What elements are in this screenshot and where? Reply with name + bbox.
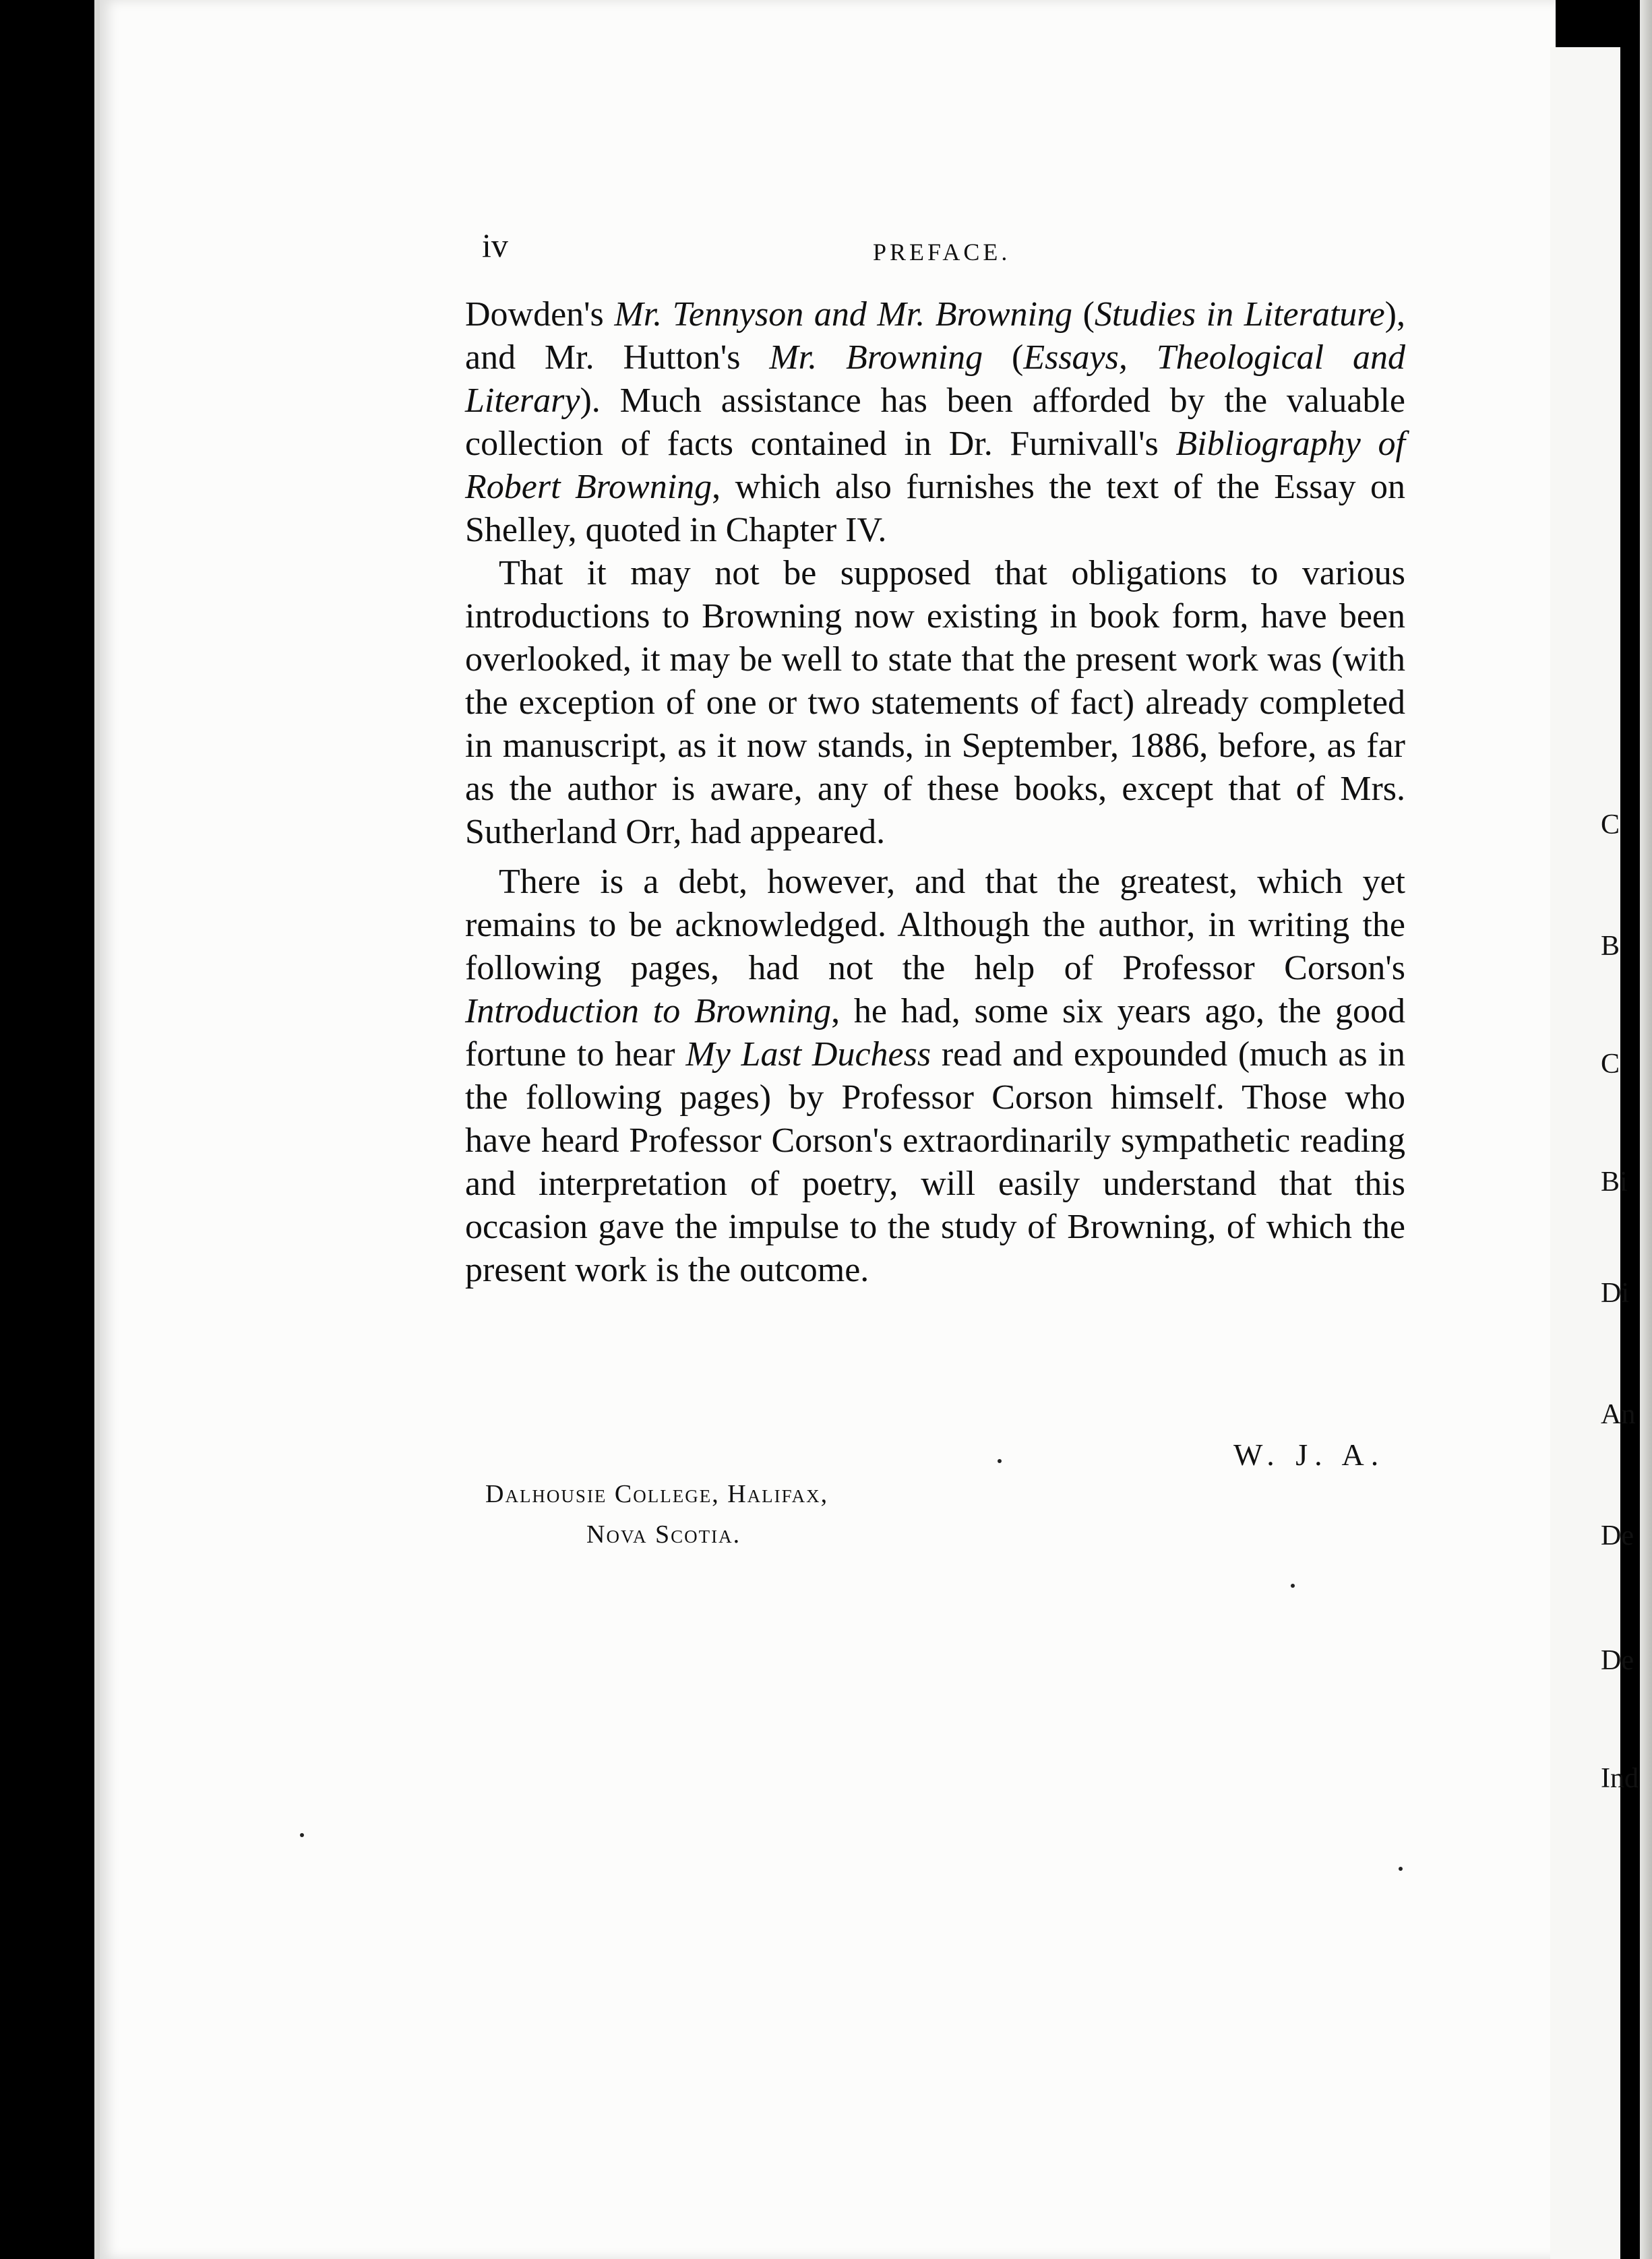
- italic-title-run: Bibliography of Robert Browning: [465, 425, 1405, 506]
- place-line-college: Dalhousie College, Halifax,: [485, 1480, 829, 1508]
- scan-speck: [300, 1833, 304, 1837]
- paragraph-3: [465, 861, 1405, 1292]
- scan-speck: [998, 1459, 1002, 1463]
- italic-title-run: Introduction to Browning: [465, 992, 832, 1030]
- page-number: iv: [482, 226, 508, 264]
- facing-edge-letter: An: [1601, 1399, 1636, 1430]
- facing-edge-letter: Ind: [1601, 1763, 1639, 1794]
- scan-speck: [1291, 1584, 1295, 1588]
- text-run: (: [983, 338, 1024, 377]
- facing-edge-letter: Di: [1601, 1278, 1629, 1309]
- text-run: ). Much assistance has been afforded by the valuable collection of facts contained in Dr. Furnivall's: [465, 381, 1405, 463]
- facing-edge-letter: Bi: [1601, 1167, 1628, 1198]
- text-run: read and expounded (much as in the following pages) by Professor Corson himself. Those who have heard Professor Corson's extraordinarily sympathetic reading and interpretation of poetry, will easily understand that this occasion gave the impulse to the study of Browning, of which the present work is the outcome.: [465, 1035, 1405, 1289]
- facing-edge-letter: C: [1601, 809, 1620, 840]
- facing-page-edge: [1550, 47, 1620, 2259]
- running-title: PREFACE.: [873, 239, 1011, 266]
- italic-title-run: My Last Duchess: [685, 1035, 931, 1074]
- place-line-province: Nova Scotia.: [586, 1520, 741, 1549]
- facing-edge-letter: C: [1601, 1049, 1620, 1080]
- preface-body: [465, 293, 1405, 1292]
- paragraph-1: [465, 293, 1405, 552]
- text-run: (: [1072, 295, 1095, 334]
- text-run: , which also furnishes the text of the Essay on Shelley, quoted in Chapter IV.: [465, 468, 1406, 549]
- paragraph-2: [465, 552, 1405, 854]
- scan-speck: [1399, 1867, 1403, 1871]
- facing-edge-letter: De: [1601, 1645, 1634, 1676]
- running-head: [482, 226, 1054, 273]
- text-run: Dowden's: [465, 295, 615, 334]
- text-run: , he had, some six years ago, the good fortune to hear: [465, 992, 1405, 1074]
- page-gutter-shadow: [1640, 0, 1652, 2259]
- facing-edge-letter: B: [1601, 931, 1620, 962]
- author-initials: W. J. A.: [1233, 1437, 1386, 1472]
- italic-title-run: Essays, Theological and Literary: [465, 338, 1405, 420]
- text-run: That it may not be supposed that obligations to various introductions to Browning now existing in book form, have been overlooked, it may be well to state that the present work was (with the exception of one or two statements of fact) already completed in manuscript, as it now stands, in September, 1886, before, as far as the author is aware, any of these books, except that of Mrs. Sutherland Orr, had appeared.: [465, 554, 1405, 851]
- italic-title-run: Mr. Tennyson and Mr. Browning: [614, 295, 1072, 334]
- text-run: There is a debt, however, and that the greatest, which yet remains to be acknowledged. Although the author, in writing the following pages, had not the help of Professor Corson's: [465, 863, 1405, 987]
- italic-title-run: Mr. Browning: [769, 338, 983, 377]
- text-run: ), and Mr. Hutton's: [465, 295, 1405, 377]
- italic-title-run: Studies in Literature: [1094, 295, 1385, 334]
- facing-edge-letter: De: [1601, 1520, 1634, 1551]
